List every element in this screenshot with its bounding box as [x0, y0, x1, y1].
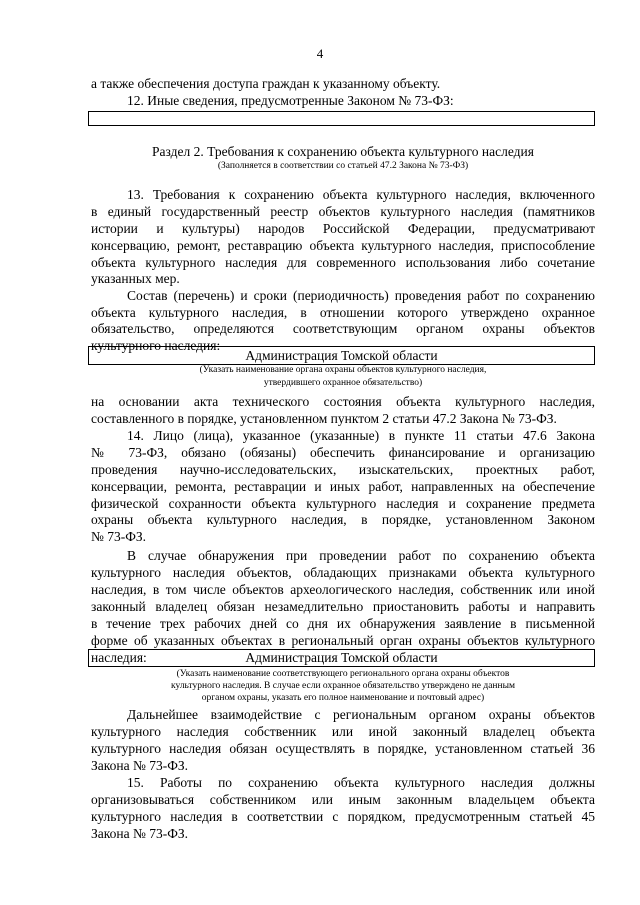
section-2-subtitle: (Заполняется в соответствии со статьей 47.2 Закона № 73-ФЗ): [217, 161, 469, 171]
authority-1-note: (Указать наименование органа охраны объектов культурного наследия,: [199, 365, 487, 375]
item-14-line: 14. Лицо (лица), указанное (указанные) в пункте 11 статьи 47.6 Закона: [127, 428, 595, 443]
item-13-line: 13. Требования к сохранению объекта культурного наследия, включенного: [127, 187, 595, 202]
item-13-line: указанных мер.: [91, 271, 180, 286]
discovery-line: законный владелец обязан незамедлительно приостановить работы и направить: [91, 599, 595, 614]
item-12-heading: 12. Иные сведения, предусмотренные Законом № 73-ФЗ:: [127, 93, 454, 108]
item-13-line: консервацию, ремонт, реставрацию объекта культурного наследия, приспособление: [91, 238, 595, 253]
interaction-line: культурного наследия собственник или иной законный владелец объекта: [91, 724, 595, 739]
discovery-line: наследия, в том числе объектов археологического наследия, собственник или иной: [91, 582, 595, 597]
authority-1-field: Администрация Томской области: [88, 346, 595, 365]
authority-2-field: Администрация Томской области: [88, 649, 595, 667]
discovery-line: в течение трех рабочих дней со дня их обнаружения заявление в письменной: [91, 616, 595, 631]
authority-2-note: органом охраны, указать его полное наименование и почтовый адрес): [201, 693, 485, 703]
item-15-line: культурного наследия в соответствии с порядком, предусмотренным статьей 45: [91, 809, 595, 824]
basis-line: на основании акта технического состояния объекта культурного наследия,: [91, 394, 595, 409]
item-12-field: [88, 111, 595, 126]
composition-line: обязательство, определяются соответствующим органом охраны объектов: [91, 321, 595, 336]
page-number: 4: [316, 46, 324, 61]
item-15-line: Закона № 73-ФЗ.: [91, 826, 189, 841]
discovery-line: форме об указанных объектах в региональный орган охраны объектов культурного: [91, 633, 595, 648]
item-13-line: в единый государственный реестр объектов культурного наследия (памятников: [91, 204, 595, 219]
item-13-line: истории и культуры) народов Российской Федерации, предусматривают: [91, 221, 595, 236]
item-14-line: проведения научно-исследовательских, изыскательских, проектных работ,: [91, 462, 595, 477]
item-14-line: № 73-ФЗ, обязано (обязаны) обеспечить финансирование и организацию: [91, 445, 595, 460]
item-14-line: охраны объекта культурного наследия, в порядке, установленном Законом: [91, 512, 595, 527]
composition-line: объекта культурного наследия, в отношении которого утверждено охранное: [91, 305, 595, 320]
item-15-line: 15. Работы по сохранению объекта культурного наследия должны: [127, 775, 595, 790]
authority-2-note: культурного наследия. В случае если охранное обязательство утверждено не данным: [171, 681, 515, 691]
composition-line: Состав (перечень) и сроки (периодичность) проведения работ по сохранению: [127, 288, 595, 303]
authority-1-note: утвердившего охранное обязательство): [263, 378, 423, 388]
interaction-line: Дальнейшее взаимодействие с региональным органом охраны объектов: [127, 707, 595, 722]
authority-2-note: (Указать наименование соответствующего регионального органа охраны объектов: [176, 669, 510, 679]
discovery-line: наследия:: [91, 650, 147, 665]
section-2-title: Раздел 2. Требования к сохранению объекта культурного наследия: [152, 144, 534, 159]
item-14-line: № 73-ФЗ.: [91, 529, 147, 544]
basis-line: составленного в порядке, установленном пунктом 2 статьи 47.2 Закона № 73-ФЗ.: [91, 411, 557, 426]
item-15-line: организовываться собственником или иным законным владельцем объекта: [91, 792, 595, 807]
item-14-line: консервации, ремонта, реставрации и иных работ, направленных на обеспечение: [91, 479, 595, 494]
continuation-line: а также обеспечения доступа граждан к указанному объекту.: [91, 76, 441, 91]
composition-line: культурного наследия:: [91, 338, 221, 353]
item-13-line: объекта культурного наследия для современного использования либо сочетание: [91, 255, 595, 270]
discovery-line: В случае обнаружения при проведении работ по сохранению объекта: [127, 548, 595, 563]
item-14-line: физической сохранности объекта культурного наследия и сохранение предмета: [91, 496, 595, 511]
interaction-line: Закона № 73-ФЗ.: [91, 758, 189, 773]
interaction-line: культурного наследия обязан осуществлять в порядке, установленном статьей 36: [91, 741, 595, 756]
discovery-line: культурного наследия объектов, обладающих признаками объекта культурного: [91, 565, 595, 580]
